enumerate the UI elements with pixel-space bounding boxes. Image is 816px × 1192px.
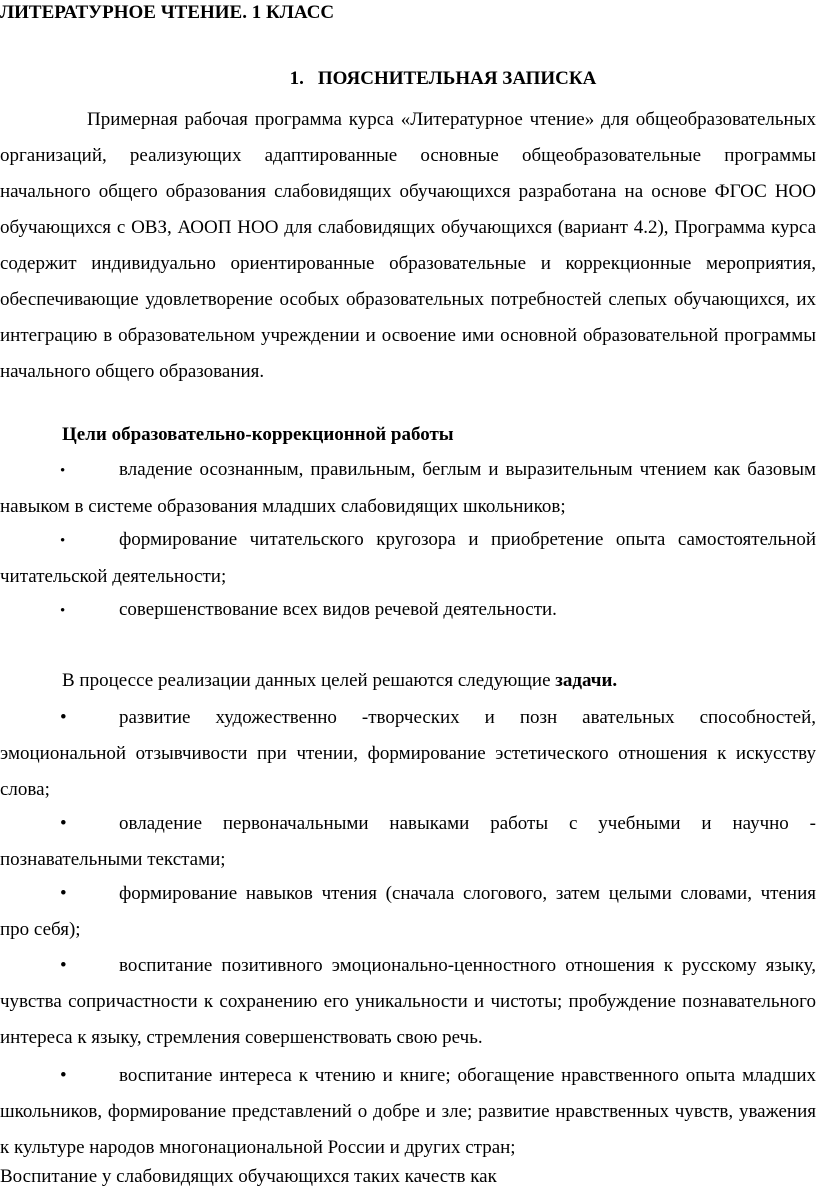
closing-line: Воспитание у слабовидящих обучающихся таких качеств как (0, 1166, 497, 1187)
task-item (0, 700, 816, 808)
tasks-intro (62, 670, 617, 692)
document-title: ЛИТЕРАТУРНОЕ ЧТЕНИЕ. 1 КЛАСС (0, 2, 335, 23)
goal-item (0, 452, 816, 525)
task-text: развитие художественно -творческих и позн авательных способностей, эмоциональной отзывчивости при чтении, формирование эстетического отношения к искусству слова; (0, 707, 816, 800)
bullet-icon: • (60, 883, 67, 904)
section-heading (0, 68, 816, 90)
task-item (0, 1058, 816, 1166)
goal-text: формирование читательского кругозора и приобретение опыта самостоятельной читательской деятельности; (0, 529, 816, 587)
bullet-icon: • (60, 603, 66, 619)
goal-text: совершенствование всех видов речевой деятельности. (119, 599, 557, 620)
section-number: 1. (289, 68, 304, 89)
bullet-icon: • (60, 533, 66, 549)
goal-item (0, 592, 816, 629)
bullet-icon: • (60, 707, 67, 728)
task-item (0, 806, 816, 878)
task-item (0, 948, 816, 1056)
goal-text: владение осознанным, правильным, беглым и выразительным чтением как базовым навыком в системе образования младших слабовидящих школьников; (0, 459, 816, 517)
tasks-intro-text: В процессе реализации данных целей решаются следующие (62, 670, 556, 691)
task-text: воспитание позитивного эмоционально-ценностного отношения к русскому языку, чувства сопричастности к сохранению его уникальности и чистоты; пробуждение познавательного интереса к языку, стремления совершенствовать свою речь. (0, 955, 816, 1048)
goal-item (0, 522, 816, 595)
task-text: овладение первоначальными навыками работы с учебными и научно - познавательными текстами; (0, 813, 816, 870)
tasks-intro-bold: задачи. (555, 670, 618, 691)
task-text: воспитание интереса к чтению и книге; обогащение нравственного опыта младших школьников, формирование представлений о добре и зле; развитие нравственных чувств, уважения к культуре народов многонациональной России и других стран; (0, 1065, 816, 1158)
bullet-icon: • (60, 813, 67, 834)
section-title: ПОЯСНИТЕЛЬНАЯ ЗАПИСКА (317, 68, 597, 89)
task-text: формирование навыков чтения (сначала слогового, затем целыми словами, чтения про себя); (0, 883, 816, 940)
task-item (0, 876, 816, 948)
bullet-icon: • (60, 1065, 67, 1086)
intro-paragraph: Примерная рабочая программа курса «Литературное чтение» для общеобразовательных организаций, реализующих адаптированные основные общеобразовательные программы начального общего образования слабовидящих обучающихся разработана на основе ФГОС НОО обучающихся с ОВЗ, АООП НОО для слабовидящих обучающихся (вариант 4.2), Программа курса содержит индивидуально ориентированные образовательные и коррекционные мероприятия, обеспечивающие удовлетворение особых образовательных потребностей слепых обучающихся, их интеграцию в образовательном учреждении и освоение ими основной образовательной программы начального общего образования. (0, 109, 816, 382)
bullet-icon: • (60, 955, 67, 976)
bullet-icon: • (60, 463, 66, 479)
goals-heading: Цели образовательно-коррекционной работы (62, 424, 454, 445)
